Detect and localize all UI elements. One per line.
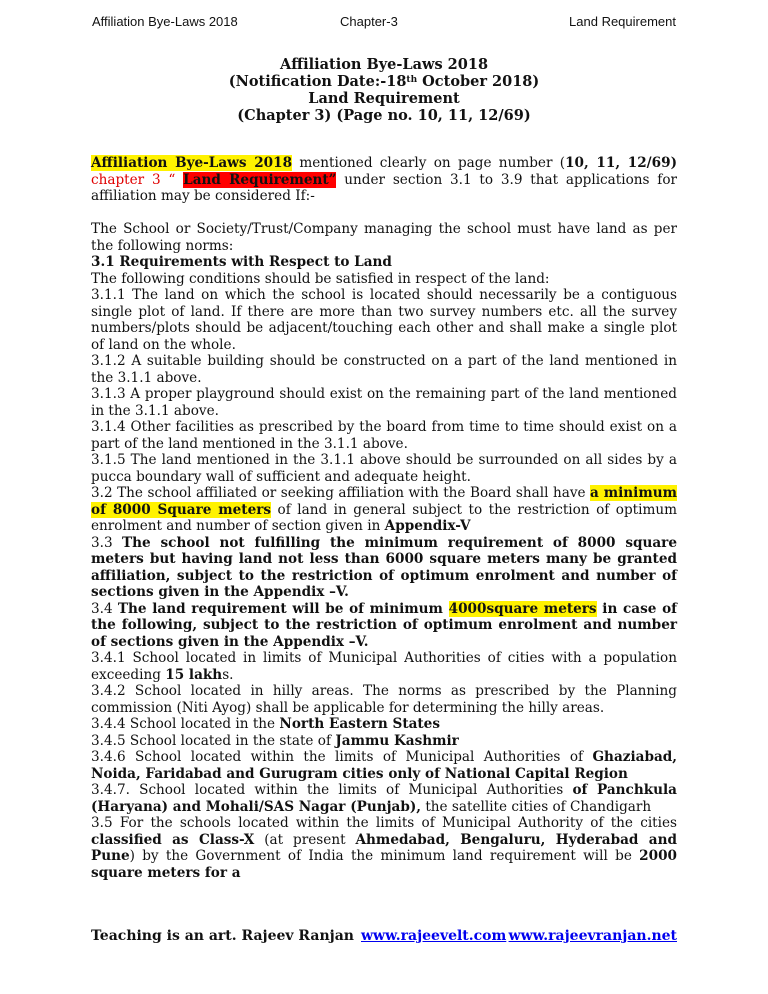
- section-3-1-heading: 3.1 Requirements with Respect to Land: [91, 254, 392, 270]
- section-3-5: 3.5 For the schools located within the limits of Municipal Authority of the cities classified as Class-X (at present Ahmedabad, Bengaluru, Hyderabad and Pune) by the Government of India the minimum land requirement will be 2000 square meters for a: [91, 815, 677, 881]
- header-left: Affiliation Bye-Laws 2018: [92, 14, 238, 29]
- section-3-4-2: 3.4.2 School located in hilly areas. The norms as prescribed by the Planning commission (Niti Ayog) shall be applicable for determining the hilly areas.: [91, 683, 677, 716]
- section-3-1-1: 3.1.1 The land on which the school is located should necessarily be a contiguous single plot of land. If there are more than two survey numbers etc. all the survey numbers/plots should be adjacent/touching each other and shall make a single plot of land on the whole.: [91, 287, 677, 353]
- document-body: [91, 155, 677, 881]
- footer-tagline: Teaching is an art. Rajeev Ranjan: [91, 928, 354, 944]
- section-3-1-4: 3.1.4 Other facilities as prescribed by the board from time to time should exist on a part of the land mentioned in the 3.1.1 above.: [91, 419, 677, 452]
- section-3-1-intro: The following conditions should be satisfied in respect of the land:: [91, 270, 550, 287]
- section-3-4-6: 3.4.6 School located within the limits of Municipal Authorities of Ghaziabad, Noida, Faridabad and Gurugram cities only of National Capital Region: [91, 749, 677, 782]
- section-3-1-3: 3.1.3 A proper playground should exist on the remaining part of the land mentioned in the 3.1.1 above.: [91, 386, 677, 419]
- header-center: Chapter-3: [340, 14, 398, 29]
- footer-link-rajeevelt[interactable]: www.rajeevelt.com: [361, 928, 507, 944]
- document-title: [0, 56, 768, 124]
- title-line-4: (Chapter 3) (Page no. 10, 11, 12/69): [237, 107, 531, 124]
- section-3-3: 3.3 The school not fulfilling the minimum requirement of 8000 square meters but having land not less than 6000 square meters many be granted affiliation, subject to the restriction of optimum enrolment and number of sections given in the Appendix –V.: [91, 534, 677, 600]
- section-3-4-1: 3.4.1 School located in limits of Municipal Authorities of cities with a population exceeding 15 lakhs.: [91, 650, 677, 683]
- intro-paragraph: Affiliation Bye-Laws 2018 mentioned clearly on page number (10, 11, 12/69) chapter 3 “ Land Requirement” under section 3.1 to 3.9 that applications for affiliation may be considered If:-: [91, 155, 677, 204]
- section-3-2: 3.2 The school affiliated or seeking affiliation with the Board shall have a minimum of 8000 Square meters of land in general subject to the restriction of optimum enrolment and number of section given in Appendix-V: [91, 485, 678, 534]
- page-header: [92, 14, 676, 36]
- section-3-4-4: 3.4.4 School located in the North Eastern States: [91, 716, 440, 732]
- title-line-1: Affiliation Bye-Laws 2018: [279, 56, 489, 73]
- section-3-1-2: 3.1.2 A suitable building should be constructed on a part of the land mentioned in the 3.1.1 above.: [91, 353, 677, 386]
- section-3-4-7: 3.4.7. School located within the limits of Municipal Authorities of Panchkula (Haryana) and Mohali/SAS Nagar (Punjab), the satellite cities of Chandigarh: [91, 782, 677, 815]
- section-3-4: 3.4 The land requirement will be of minimum 4000square meters in case of the following, subject to the restriction of optimum enrolment and number of sections given in the Appendix –V.: [91, 600, 678, 650]
- header-right: Land Requirement: [569, 14, 676, 29]
- section-3-4-5: 3.4.5 School located in the state of Jammu Kashmir: [91, 732, 459, 749]
- section-3-1-5: 3.1.5 The land mentioned in the 3.1.1 above should be surrounded on all sides by a pucca boundary wall of sufficient and adequate height.: [91, 452, 677, 485]
- footer-link-rajeevranjan[interactable]: www.rajeevranjan.net: [508, 928, 677, 944]
- title-line-2: (Notification Date:-18th October 2018): [228, 73, 540, 90]
- page-footer: [91, 928, 677, 948]
- norms-paragraph: The School or Society/Trust/Company managing the school must have land as per the following norms:: [91, 221, 677, 254]
- title-line-3: Land Requirement: [308, 90, 460, 107]
